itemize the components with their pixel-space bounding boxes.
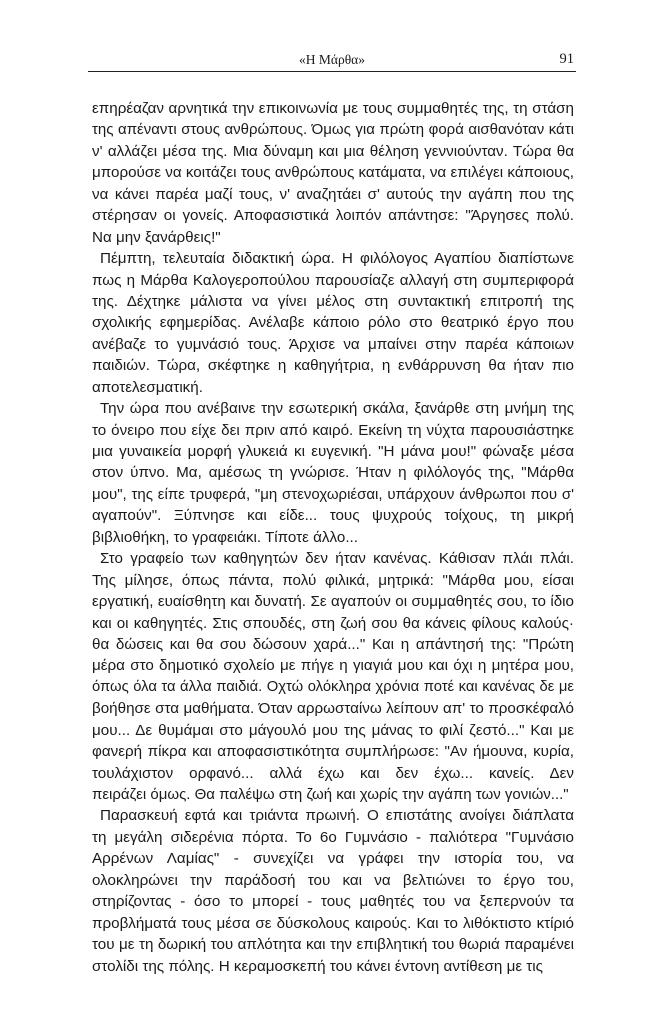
page-number: 91 <box>559 51 574 67</box>
text-line: αγαπούν". Ξύπνησε και είδε... τους ψυχρούς τοίχους, τη μικρή <box>92 507 574 525</box>
text-line: τη μεγάλη σιδερένια πόρτα. Το 6ο Γυμνάσιο - παλιότερα "Γυμνάσιο <box>92 828 574 846</box>
body-text <box>92 98 574 977</box>
text-line: ν' αλλάζει μέσα της. Μια δύναμη και μια θέληση γεννιούνταν. Τώρα θα <box>92 142 574 160</box>
text-line: τουλάχιστον ορφανό... αλλά έχω και δεν έχω... κανείς. Δεν <box>92 764 574 782</box>
text-line: πειράζει όμως. Θα παλέψω στη ζωή και χωρίς την αγάπη των γονιών..." <box>92 786 569 803</box>
text-line: προβλήματά τους μέσα σε δύσκολους καιρούς. Και το λιθόκτιστο κτίριό <box>92 914 574 932</box>
text-line: στέρησαν οι γονείς. Αποφασιστικά λοιπόν απάντησε: "Άργησες πολύ. <box>92 207 574 225</box>
text-line: Αρρένων Λαμίας" - συνεχίζει να γράφει την ιστορία του, να <box>92 850 574 868</box>
paragraph <box>92 805 574 977</box>
text-line: μέρα στο δημοτικό σχολείο με πήγε η γιαγιά μου και όχι η μητέρα μου, <box>92 657 574 675</box>
text-line: παιδιών. Τώρα, σκέφτηκε η καθηγήτρια, η ενθάρρυνση θα ήταν πιο <box>92 357 574 375</box>
text-line: πως η Μάρθα Καλογεροπούλου παρουσίαζε αλλαγή στη συμπεριφορά <box>92 271 574 289</box>
text-line: Να μην ξανάρθεις!" <box>92 228 221 246</box>
text-line: Παρασκευή εφτά και τριάντα πρωινή. Ο επιστάτης ανοίγει διάπλατα <box>100 807 574 825</box>
text-line: στηρίζοντας - όσο το μπορεί - τους μαθητές του να ξεπερνούν τα <box>92 893 574 911</box>
paragraph <box>92 398 574 548</box>
paragraph <box>92 248 574 398</box>
text-line: βιβλιοθήκη, το γραφειάκι. Τίποτε άλλο... <box>92 528 358 546</box>
text-line: αποτελεσματική. <box>92 378 203 396</box>
text-line: επηρέαζαν αρνητικά την επικοινωνία με τους συμμαθητές της, τη στάση <box>92 100 574 117</box>
text-line: μου... Δε θυμάμαι στο μάγουλό μου της μάνας το φιλί ζεστό..." Και με <box>92 721 574 739</box>
running-header <box>88 49 576 72</box>
text-line: Πέμπτη, τελευταία διδακτική ώρα. Η φιλόλογος Αγαπίου διαπίστωνε <box>100 250 574 268</box>
text-line: στον ύπνο. Μα, αμέσως τη γνώρισε. Ήταν η φιλόλογός της, "Μάρθα <box>92 464 574 482</box>
text-line: και οι καθηγητές. Στις σπουδές, στη ζωή σου θα κάνεις φίλους καλούς· <box>92 614 574 632</box>
text-line: να κάνει παρέα μαζί τους, ν' αναζητάει σ' αυτούς την αγάπη που της <box>92 185 574 203</box>
text-line: θα δώσεις και θα σου δώσουν χαρά..." Και η απάντησή της: "Πρώτη <box>92 635 574 653</box>
running-title: «Η Μάρθα» <box>299 52 365 67</box>
paragraph <box>92 98 574 248</box>
text-line: σχολικής εφημερίδας. Ανέλαβε κάποιο ρόλο στο θεατρικό έργο που <box>92 314 574 332</box>
text-line: μια γυναικεία μορφή γλυκειά κι ευγενική. "Η μάνα μου!" φώναξε μέσα <box>92 443 574 460</box>
text-line: φανερή πίκρα και αποφασιστικότητα συμπλήρωσε: "Αν ήμουνα, κυρία, <box>92 743 574 761</box>
text-line: Στο γραφείο των καθηγητών δεν ήταν κανένας. Κάθισαν πλάι πλάι. <box>100 550 574 568</box>
text-line: της. Δέχτηκε μάλιστα να γίνει μέλος στη συντακτική επιτροπή της <box>92 292 574 310</box>
text-line: Την ώρα που ανέβαινε την εσωτερική σκάλα, ξανάρθε στη μνήμη της <box>100 400 574 418</box>
text-line: μπορούσε να κοιτάζει τους ανθρώπους κατάματα, να επιλέγει κάποιους, <box>92 164 574 182</box>
text-line: της απέναντι στους ανθρώπους. Όμως για πρώτη φορά αισθανόταν κάτι <box>92 121 574 139</box>
text-line: όπως όλα τα άλλα παιδιά. Οχτώ ολόκληρα χρόνια ποτέ και κανένας δε με <box>92 678 574 695</box>
text-line: στολίδι της πόλης. Η κεραμοσκεπή του κάνει έντονη αντίθεση με τις <box>92 957 543 975</box>
text-line: του με τη δωρική του απλότητα και την επιβλητική του θωριά παραμένει <box>92 936 574 954</box>
text-line: Της μίλησε, όπως πάντα, πολύ φιλικά, μητρικά: "Μάρθα μου, είσαι <box>92 571 574 589</box>
text-line: το όνειρο που είχε δει πριν από καιρό. Εκείνη τη νύχτα παρουσιάστηκε <box>92 421 574 439</box>
text-line: εργατική, ευαίσθητη και δυνατή. Σε αγαπούν οι συμμαθητές σου, το ίδιο <box>92 593 574 611</box>
text-line: ανέβαζε το γυμνάσιό τους. Άρχισε να μπαίνει στην παρέα κάποιων <box>92 335 574 353</box>
paragraph <box>92 548 574 805</box>
text-line: μου", της είπε τρυφερά, "μη στενοχωριέσαι, υπάρχουν άνθρωποι που σ' <box>92 485 574 503</box>
text-line: βοήθησε στα μαθήματα. Όταν αρρωσταίνω λείπουν απ' το προσκέφαλό <box>92 700 574 718</box>
text-line: ολοκληρώνει την παράδοσή του και να βελτιώνει το έργο του, <box>92 871 574 889</box>
